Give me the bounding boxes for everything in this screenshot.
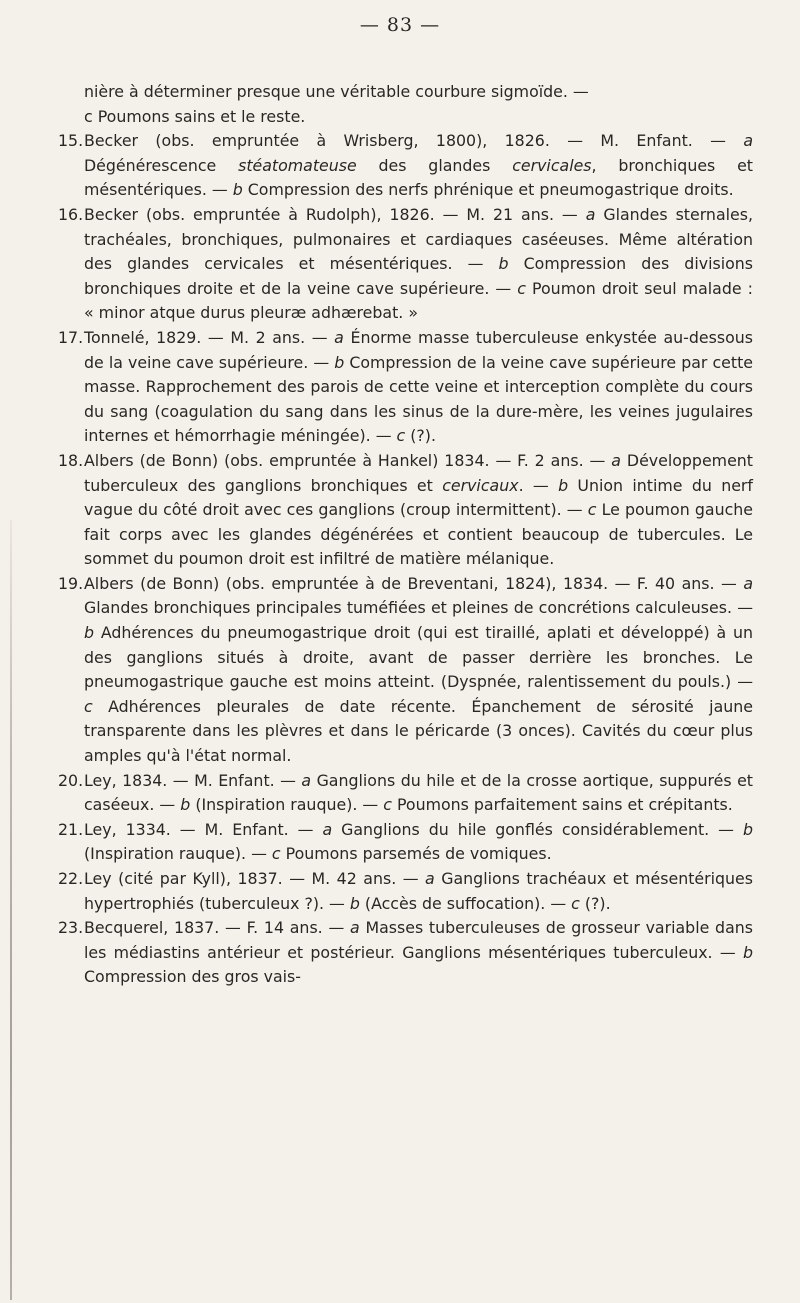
- entry-text: Compression des nerfs phrénique et pneumogastrique droits.: [242, 180, 734, 200]
- entry-text: Becker (obs. empruntée à Rudolph), 1826. — M. 21 ans. —: [84, 204, 586, 224]
- entry-text: Ganglions trachéaux et mésentériques hypertrophiés (tuberculeux ?). —: [84, 869, 753, 913]
- entry-text: . —: [518, 475, 559, 495]
- marker: a: [743, 131, 753, 151]
- entry-text: Ganglions du hile et de la crosse aortique, suppurés et caséeux. —: [84, 770, 753, 815]
- entry-text: Adhérences pleurales de date récente. Épanchement de sérosité jaune transparente dans les plèvres et dans le péricarde (3 onces). Cavités du cœur plus amples qu'à l'état normal.: [84, 696, 753, 766]
- entry-text: Le poumon gauche fait corps avec les glandes dégénérées et contient beaucoup de tubercules. Le sommet du poumon droit est infiltré de matière mélanique.: [84, 500, 753, 569]
- marker: c: [271, 844, 281, 864]
- entry-text: Albers (de Bonn) (obs. empruntée à de Breventani, 1824), 1834. — F. 40 ans. —: [84, 573, 744, 593]
- entry-text: Ganglions du hile gonflés considérablement. —: [332, 819, 743, 839]
- marker: b: [558, 475, 569, 495]
- entry-text: Poumons parsemés de vomiques.: [280, 844, 552, 864]
- entry-text: Énorme masse tuberculeuse enkystée au-dessous de la veine cave supérieure. —: [84, 327, 753, 372]
- continuation-line: c Poumons sains et le reste.: [84, 106, 306, 126]
- entry-number: 18.: [58, 450, 84, 470]
- entry-number: 23.: [58, 918, 84, 938]
- list-item: [58, 916, 753, 990]
- entry-text: (Accès de suffocation). —: [359, 893, 572, 913]
- binding-shadow: [10, 520, 12, 1300]
- entry-number: 22.: [58, 869, 84, 888]
- body-text: [58, 80, 753, 990]
- marker: c: [517, 278, 526, 298]
- marker: a: [743, 573, 753, 593]
- marker: a: [334, 327, 344, 347]
- marker: c: [571, 893, 580, 913]
- entry-text: (Inspiration rauque). —: [190, 795, 384, 815]
- entry-text: Poumon droit seul malade : « minor atque durus pleuræ adhærebat. »: [84, 278, 753, 323]
- entry-text: (?).: [405, 426, 436, 446]
- entry-text: Dégénérescence: [84, 155, 239, 175]
- page-number: — 83 —: [359, 14, 441, 36]
- list-item: [58, 818, 753, 867]
- entry-number: 15.: [58, 131, 84, 151]
- list-item: [58, 326, 753, 449]
- entry-number: 20.: [58, 770, 84, 790]
- entry-text: des glandes: [356, 155, 513, 175]
- entry-text: Développement tuberculeux des ganglions bronchiques et: [84, 450, 753, 495]
- entry-text: Compression de la veine cave supérieure par cette masse. Rapprochement des parois de cette veine et interception complète du cours du sang (coagulation du sang dans les sinus de la dure-mère, les veines jugulaires internes et hémorrhagie méningée). —: [84, 352, 753, 446]
- marker: a: [425, 869, 435, 888]
- marker: a: [611, 450, 621, 470]
- entry-text: Adhérences du pneumogastrique droit (qui est tiraillé, aplati et développé) à un des ganglions situés à droite, avant de passer derrière les bronches. Le pneumogastrique gauche est moins atteint. (Dyspnée, ralentissement du pouls.) —: [84, 623, 753, 692]
- list-item: [58, 769, 753, 818]
- entry-number: 16.: [58, 204, 84, 224]
- entry-text: Glandes sternales, trachéales, bronchiques, pulmonaires et cardiaques caséeuses. Même altération des glandes cervicales et mésentériques. —: [84, 204, 753, 274]
- marker: a: [322, 819, 333, 839]
- list-item: [58, 449, 753, 572]
- marker: c: [383, 795, 392, 815]
- marker: b: [742, 819, 753, 839]
- entry-text: Albers (de Bonn) (obs. empruntée à Hankel) 1834. — F. 2 ans. —: [84, 450, 612, 470]
- entry-text: Masses tuberculeuses de grosseur variable dans les médiastins antérieur et postérieur. Ganglions mésentériques tuberculeux. —: [84, 918, 754, 962]
- entry-text: Becquerel, 1837. — F. 14 ans. —: [84, 918, 351, 938]
- marker: a: [350, 918, 360, 938]
- entry-text: , bronchiques et mésentériques. —: [84, 155, 753, 200]
- list-item: [58, 203, 753, 326]
- entry-text: (?).: [579, 893, 611, 913]
- marker: b: [232, 180, 243, 200]
- marker: c: [587, 500, 597, 520]
- entry-text: Ley (cité par Kyll), 1837. — M. 42 ans. —: [84, 869, 426, 888]
- marker: b: [180, 795, 191, 815]
- marker: c: [396, 426, 406, 446]
- entry-text: Ley, 1834. — M. Enfant. —: [84, 770, 302, 790]
- list-item: [58, 572, 753, 769]
- entry-text: Union intime du nerf vague du côté droit avec ces ganglions (croup intermittent). —: [84, 475, 753, 520]
- marker: c: [84, 696, 93, 716]
- italic-term: cervicales: [512, 155, 592, 175]
- marker: a: [301, 770, 312, 790]
- entry-number: 19.: [58, 573, 84, 593]
- entry-number: 21.: [58, 819, 84, 839]
- entry-text: Tonnelé, 1829. — M. 2 ans. —: [84, 327, 335, 347]
- entry-text: (Inspiration rauque). —: [84, 844, 272, 864]
- entry-text: Compression des divisions bronchiques droite et de la veine cave supérieure. —: [84, 254, 753, 298]
- list-item: [58, 867, 753, 916]
- marker: b: [334, 352, 345, 372]
- entry-text: Compression des gros vais-: [84, 967, 301, 987]
- entry-text: Glandes bronchiques principales tuméfiées et pleines de concrétions calculeuses. —: [84, 598, 753, 618]
- continuation-line: nière à déterminer presque une véritable courbure sigmoïde. —: [84, 82, 589, 101]
- list-item: [58, 129, 753, 203]
- entry-text: Becker (obs. empruntée à Wrisberg, 1800), 1826. — M. Enfant. —: [84, 131, 744, 151]
- marker: a: [585, 204, 596, 224]
- marker: b: [84, 623, 95, 643]
- entry-number: 17.: [58, 327, 84, 347]
- marker: b: [742, 942, 753, 962]
- marker: b: [349, 893, 360, 913]
- marker: b: [498, 254, 509, 274]
- entry-text: Ley, 1334. — M. Enfant. —: [84, 819, 323, 839]
- italic-term: stéatomateuse: [238, 155, 357, 175]
- italic-term: cervicaux: [442, 475, 519, 495]
- entry-text: Poumons parfaitement sains et crépitants.: [391, 795, 733, 815]
